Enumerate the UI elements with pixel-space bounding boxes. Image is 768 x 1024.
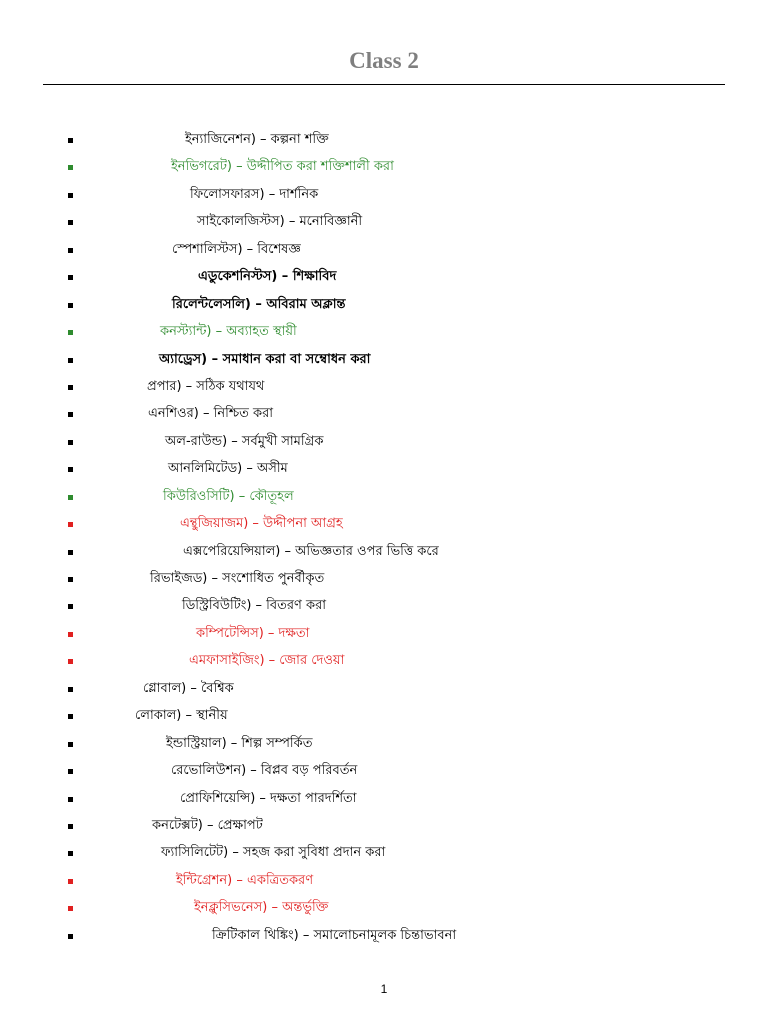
vocab-item-text: আনলিমিটেড) – অসীম xyxy=(168,461,288,477)
vocab-item-text: রিভাইজড) – সংশোধিত পুনর্বীকৃত xyxy=(150,571,325,586)
vocabulary-list xyxy=(0,126,768,949)
vocab-item-text: ক্রিটিকাল থিঙ্কিং) – সমালোচনামূলক চিন্তাভাবনা xyxy=(212,927,457,943)
bullet-icon xyxy=(68,742,73,747)
bullet-icon xyxy=(68,303,73,308)
vocab-item-text: কম্পিটেন্সিস) – দক্ষতা xyxy=(196,625,310,641)
vocab-item xyxy=(0,922,768,949)
bullet-icon xyxy=(68,440,73,445)
vocab-item-text: ইন্যাজিনেশন) – কল্পনা শক্তি xyxy=(185,132,329,147)
title-divider xyxy=(43,84,725,85)
bullet-icon xyxy=(68,879,73,884)
vocab-item xyxy=(0,812,768,839)
page-title: Class 2 xyxy=(349,48,419,73)
vocab-item-text: প্রোফিশিয়েন্সি) – দক্ষতা পারদর্শিতা xyxy=(180,790,357,806)
bullet-icon xyxy=(68,385,73,390)
vocab-item xyxy=(0,346,768,373)
vocab-item xyxy=(0,153,768,180)
vocab-item-text: ইনভিগরেট) – উদ্দীপিত করা শক্তিশালী করা xyxy=(171,159,394,175)
vocab-item xyxy=(0,126,768,153)
vocab-item-text: গ্লোবাল) – বৈশ্বিক xyxy=(143,680,234,696)
bullet-icon xyxy=(68,632,73,637)
vocab-item-text: সাইকোলজিস্টস) – মনোবিজ্ঞানী xyxy=(197,214,363,230)
vocab-item-text: এনশিওর) – নিশ্চিত করা xyxy=(148,406,274,422)
vocab-item-text: রেভোলিউশন) – বিপ্লব বড় পরিবর্তন xyxy=(171,763,358,779)
vocab-item xyxy=(0,208,768,235)
bullet-icon xyxy=(68,220,73,225)
bullet-icon xyxy=(68,412,73,417)
vocab-item xyxy=(0,894,768,921)
vocab-item-text: এক্সপেরিয়েন্সিয়াল) – অভিজ্ঞতার ওপর ভিত্তি করে xyxy=(183,543,439,559)
vocab-item-text: এমফাসাইজিং) – জোর দেওয়া xyxy=(189,653,345,669)
vocab-item xyxy=(0,538,768,565)
bullet-icon xyxy=(68,851,73,856)
bullet-icon xyxy=(68,522,73,527)
vocab-item-text: লোকাল) – স্থানীয় xyxy=(135,708,228,724)
vocab-item xyxy=(0,455,768,482)
bullet-icon xyxy=(68,358,73,363)
vocab-item-text: এডুকেশনিস্টস) – শিক্ষাবিদ xyxy=(198,269,337,285)
bullet-icon xyxy=(68,275,73,280)
vocab-item xyxy=(0,291,768,318)
vocab-item xyxy=(0,318,768,345)
vocab-item-text: কিউরিওসিটি) – কৌতূহল xyxy=(163,488,294,504)
vocab-item-text: অ্যাড্রেস) – সমাধান করা বা সম্বোধন করা xyxy=(159,351,371,367)
vocab-item xyxy=(0,675,768,702)
vocab-item xyxy=(0,565,768,592)
bullet-icon xyxy=(68,330,73,335)
bullet-icon xyxy=(68,495,73,500)
bullet-icon xyxy=(68,165,73,170)
vocab-item-text: ইন্ডাস্ট্রিয়াল) – শিল্প সম্পর্কিত xyxy=(166,735,313,751)
vocab-item-text: কনটেক্সট) – প্রেক্ষাপট xyxy=(152,817,263,833)
vocab-item-text: রিলেন্টলেসলি) – অবিরাম অক্লান্ত xyxy=(172,296,346,312)
vocab-item-text: স্পেশালিস্টস) – বিশেষজ্ঞ xyxy=(172,241,301,257)
vocab-item-text: এন্থুজিয়াজম) – উদ্দীপনা আগ্রহ xyxy=(180,516,343,532)
bullet-icon xyxy=(68,714,73,719)
vocab-item xyxy=(0,373,768,400)
vocab-item xyxy=(0,620,768,647)
vocab-item xyxy=(0,730,768,757)
vocab-item xyxy=(0,181,768,208)
bullet-icon xyxy=(68,824,73,829)
vocab-item xyxy=(0,702,768,729)
vocab-item xyxy=(0,592,768,619)
bullet-icon xyxy=(68,659,73,664)
bullet-icon xyxy=(68,193,73,198)
vocab-item xyxy=(0,263,768,290)
vocab-item-text: ডিস্ট্রিবিউটিং) – বিতরণ করা xyxy=(182,598,327,614)
vocab-item xyxy=(0,400,768,427)
bullet-icon xyxy=(68,577,73,582)
bullet-icon xyxy=(68,550,73,555)
bullet-icon xyxy=(68,138,73,143)
vocab-item xyxy=(0,510,768,537)
bullet-icon xyxy=(68,797,73,802)
vocab-item-text: অল-রাউন্ড) – সর্বমুখী সামগ্রিক xyxy=(165,433,324,449)
vocab-item-text: ইন্টিগ্রেশন) – একত্রিতকরণ xyxy=(176,872,314,888)
vocab-item xyxy=(0,647,768,674)
bullet-icon xyxy=(68,934,73,939)
vocab-item xyxy=(0,236,768,263)
bullet-icon xyxy=(68,248,73,253)
bullet-icon xyxy=(68,467,73,472)
vocab-item-text: প্রপার) – সঠিক যথাযথ xyxy=(147,378,265,394)
vocab-item-text: ফ্যাসিলিটেট) – সহজ করা সুবিধা প্রদান করা xyxy=(161,845,386,861)
vocab-item xyxy=(0,757,768,784)
page-number: 1 xyxy=(380,982,388,996)
bullet-icon xyxy=(68,906,73,911)
vocab-item-text: কনস্ট্যান্ট) – অব্যাহত স্থায়ী xyxy=(160,324,297,340)
vocab-item-text: ইনক্লুসিভনেস) – অন্তর্ভুক্তি xyxy=(194,900,329,916)
vocab-item xyxy=(0,428,768,455)
vocab-item xyxy=(0,867,768,894)
vocab-item xyxy=(0,785,768,812)
vocab-item xyxy=(0,483,768,510)
vocab-item xyxy=(0,839,768,866)
bullet-icon xyxy=(68,687,73,692)
vocab-item-text: ফিলোসফারস) – দার্শনিক xyxy=(190,186,319,202)
bullet-icon xyxy=(68,604,73,609)
bullet-icon xyxy=(68,769,73,774)
